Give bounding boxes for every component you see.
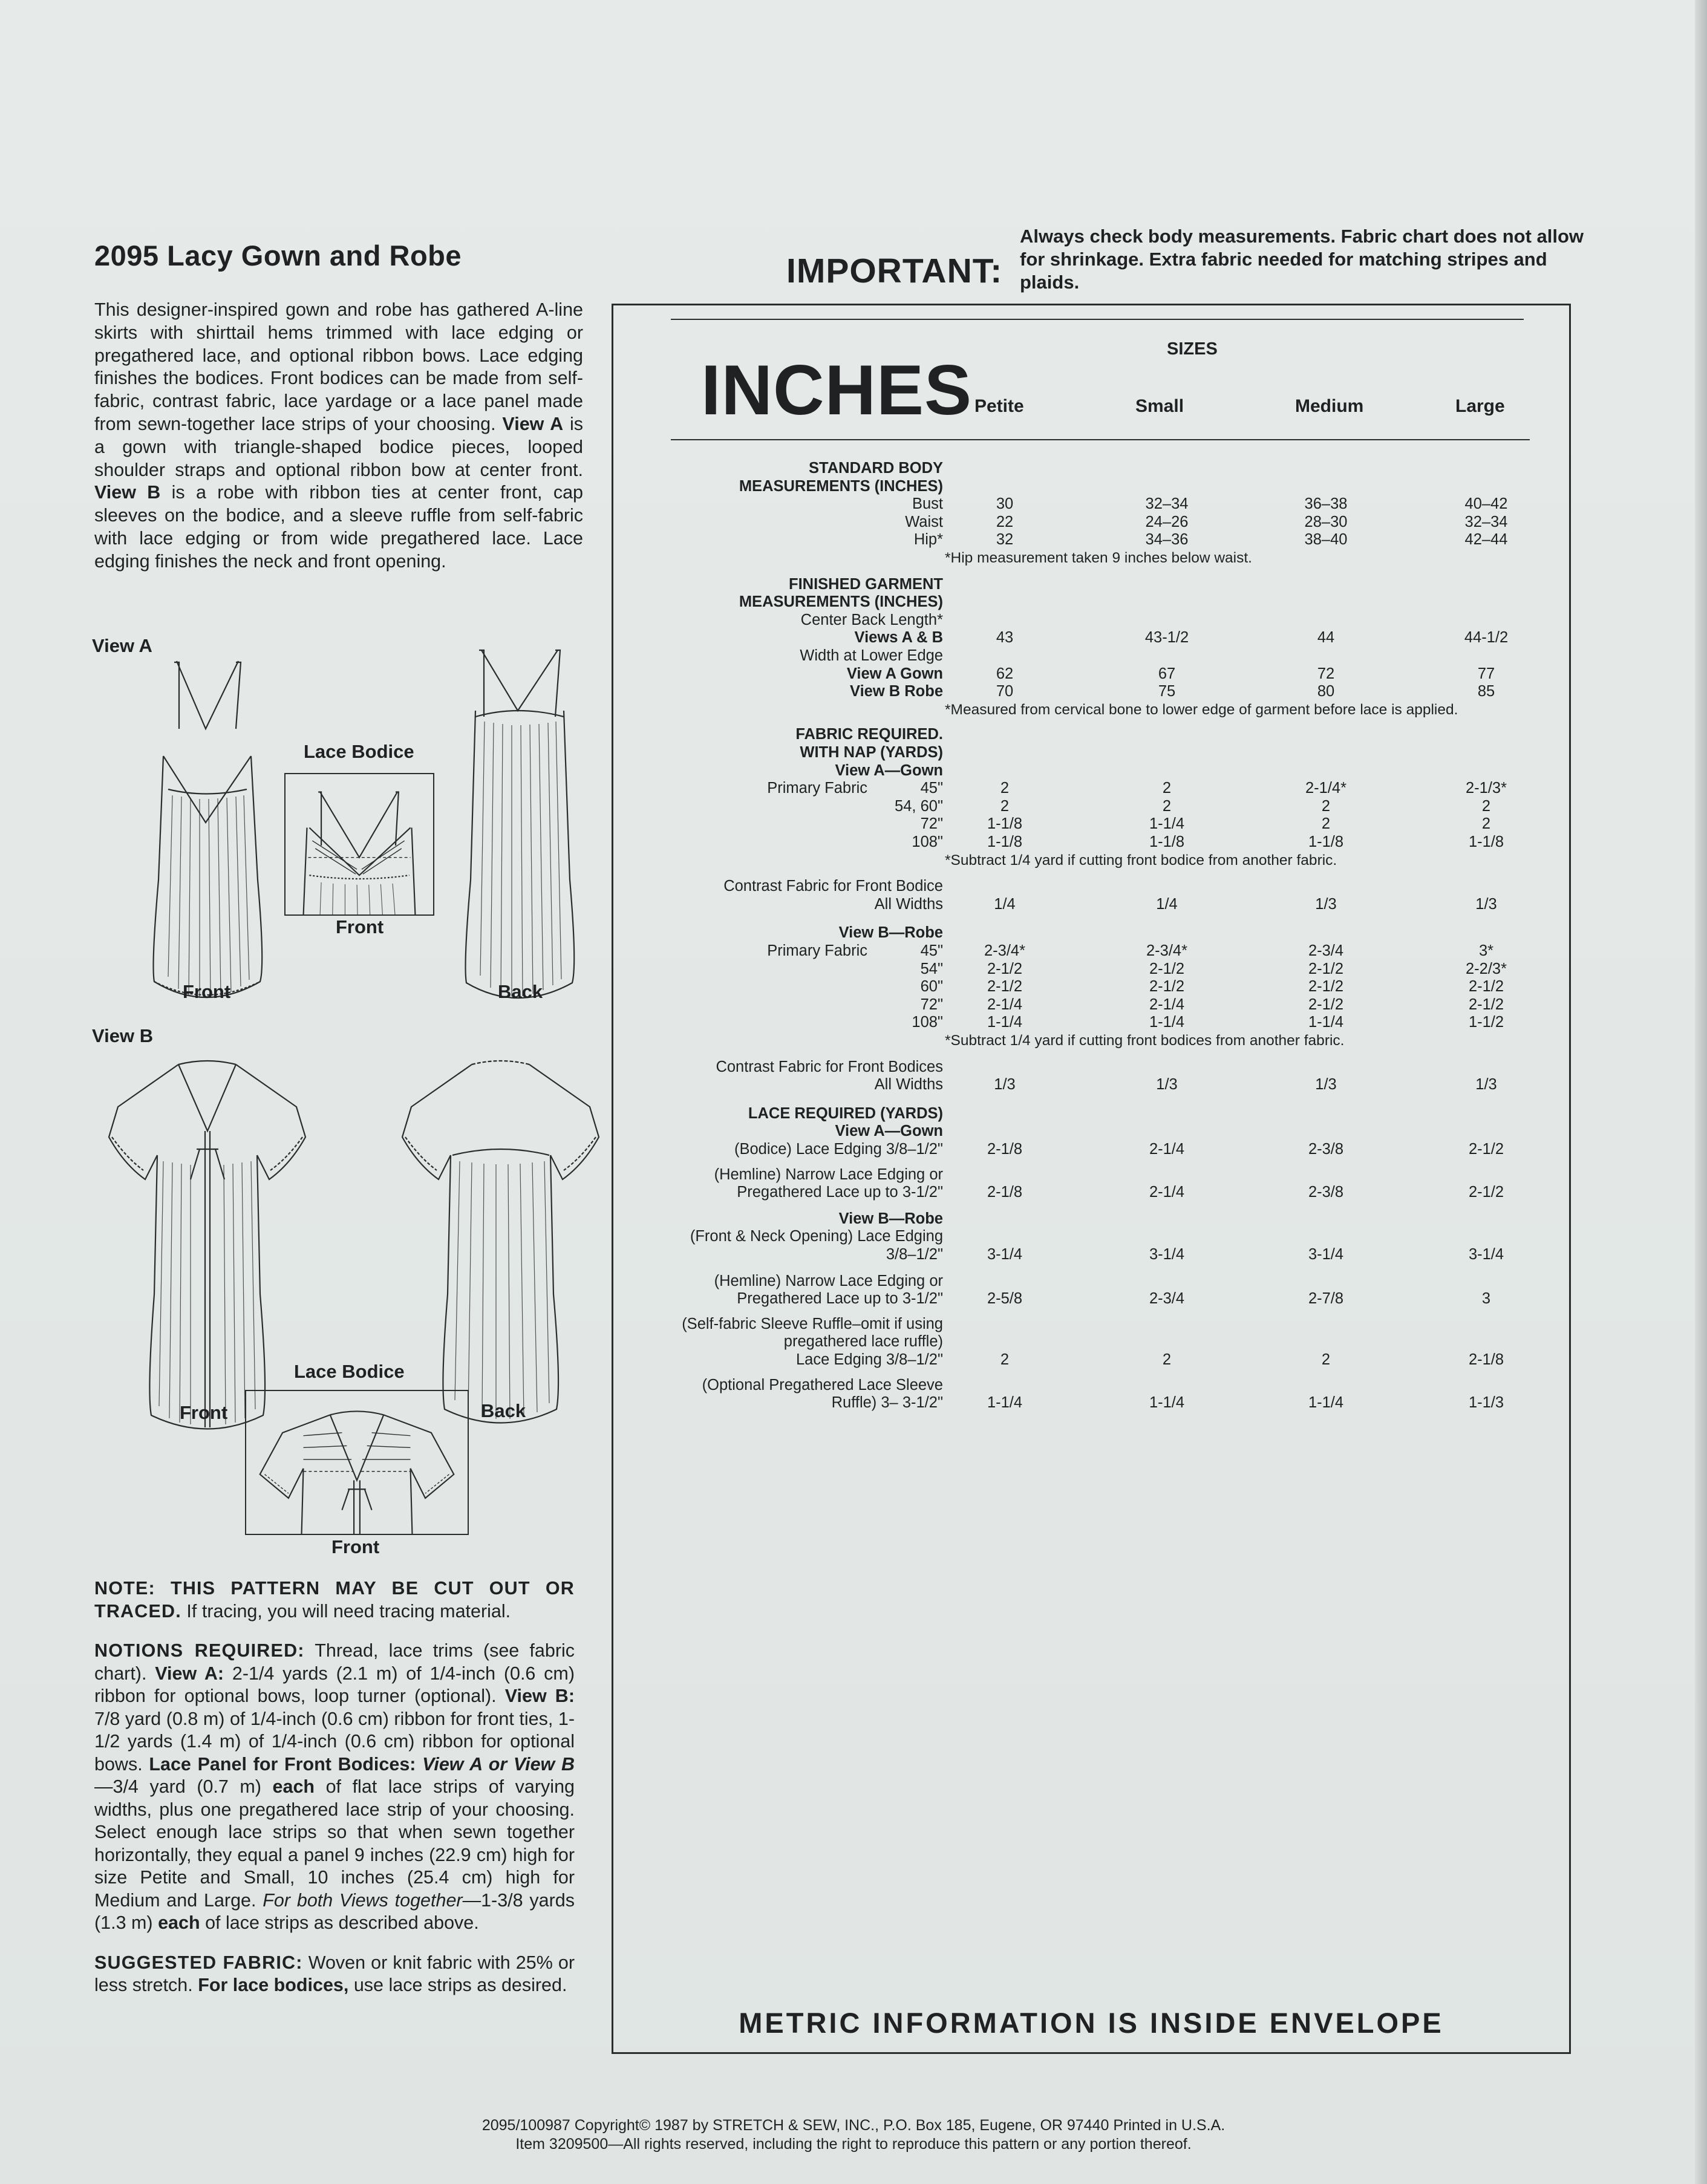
chart-cell: 2-1/2 bbox=[1468, 996, 1504, 1013]
text-run: of flat lace strips of varying widths, plus one pregathered lace strip of your choosing. Select enough lace strips so that when sewn together horizontally, they equal a panel 9 inches (22.9 cm) high for size Petite and Small, 10 inches (25.4 cm) high for Medium and Large. bbox=[94, 1776, 575, 1911]
chart-cell: 2-3/4 bbox=[1308, 942, 1344, 959]
important-text: Always check body measurements. Fabric chart does not allow for shrinkage. Extra fabric needed for matching stripes and plaids. bbox=[1020, 226, 1584, 293]
chart-cell: 1-1/2 bbox=[1468, 1014, 1504, 1031]
text-run: View A: bbox=[155, 1663, 224, 1684]
view-a-lace-bodice-front-label: Front bbox=[336, 916, 384, 937]
text-run: Thread, lace trims (see fabric chart). bbox=[94, 1640, 575, 1684]
chart-cell: 1-1/4 bbox=[1308, 1394, 1344, 1412]
chart-cell: 2-1/8 bbox=[1468, 1351, 1504, 1368]
pattern-description bbox=[94, 299, 583, 573]
chart-row-label: Primary Fabric bbox=[767, 942, 867, 959]
footer-line-2: Item 3209500—All rights reserved, including the right to reproduce this pattern or any portion thereof. bbox=[515, 2136, 1192, 2153]
chart-cell: 1-1/4 bbox=[1149, 815, 1185, 833]
fabric-width: 54" bbox=[920, 960, 943, 977]
fabric-width: 54, 60" bbox=[895, 797, 943, 815]
chart-row-label: Width at Lower Edge bbox=[800, 647, 943, 664]
chart-footnote: *Subtract 1/4 yard if cutting front bodice from another fabric. bbox=[945, 852, 1337, 869]
note-heading: NOTE: THIS PATTERN MAY BE CUT OUT OR TRACED. bbox=[94, 1578, 575, 1622]
chart-row-label: (Optional Pregathered Lace Sleeve bbox=[702, 1376, 943, 1394]
chart-cell: 72 bbox=[1317, 665, 1335, 682]
notions-paragraph bbox=[94, 1640, 575, 1935]
chart-cell: 3-1/4 bbox=[1468, 1246, 1504, 1263]
chart-row-label: View B—Robe bbox=[838, 1210, 943, 1227]
chart-cell: 30 bbox=[996, 495, 1014, 513]
view-a-back-label: Back bbox=[498, 981, 543, 1002]
chart-cell: 38–40 bbox=[1304, 531, 1348, 549]
chart-row-label: (Bodice) Lace Edging 3/8–1/2" bbox=[734, 1141, 943, 1158]
text-run: Woven or knit fabric with 25% or less stretch. bbox=[94, 1952, 575, 1995]
chart-cell: 2-2/3* bbox=[1465, 960, 1507, 977]
chart-row-label: View B—Robe bbox=[838, 924, 943, 942]
fabric-width: 60" bbox=[920, 978, 943, 996]
chart-cell: 44-1/2 bbox=[1464, 629, 1509, 647]
chart-cell: 32 bbox=[996, 531, 1014, 549]
chart-row-label: (Front & Neck Opening) Lace Edging bbox=[690, 1228, 943, 1245]
chart-cell: 77 bbox=[1477, 665, 1495, 682]
text-run: View B bbox=[94, 482, 161, 503]
important-label: IMPORTANT: bbox=[786, 252, 1003, 290]
chart-cell: 1-1/8 bbox=[987, 833, 1023, 850]
chart-cell: 3* bbox=[1478, 942, 1494, 959]
chart-footnote: *Hip measurement taken 9 inches below waist. bbox=[945, 550, 1252, 566]
chart-cell: 2-1/2 bbox=[1308, 996, 1344, 1013]
chart-cell: 1/3 bbox=[994, 1076, 1016, 1094]
text-run: of lace strips as described above. bbox=[200, 1912, 479, 1933]
view-b-lace-bodice-sketch bbox=[245, 1390, 469, 1535]
size-header-medium: Medium bbox=[1295, 396, 1364, 416]
notions-text bbox=[94, 1640, 575, 1933]
chart-cell: 44 bbox=[1317, 629, 1335, 647]
chart-cell: 80 bbox=[1317, 683, 1335, 700]
chart-cell: 85 bbox=[1477, 683, 1495, 700]
chart-cell: 36–38 bbox=[1304, 495, 1348, 513]
fabric-width: 45" bbox=[920, 780, 943, 797]
fabric-width: 108" bbox=[912, 833, 943, 850]
chart-row-label: View A—Gown bbox=[835, 1123, 943, 1140]
text-run: View A bbox=[502, 413, 564, 434]
chart-cell: 2-1/2 bbox=[987, 960, 1023, 977]
chart-row-label: Pregathered Lace up to 3-1/2" bbox=[737, 1290, 943, 1308]
metric-note: METRIC INFORMATION IS INSIDE ENVELOPE bbox=[739, 2007, 1444, 2039]
fabric-paragraph bbox=[94, 1952, 575, 1997]
chart-cell: 24–26 bbox=[1145, 513, 1189, 530]
view-b-front-sketch bbox=[106, 1052, 308, 1439]
text-run: —1-3/8 yards (1.3 m) bbox=[94, 1889, 575, 1933]
chart-row-label: All Widths bbox=[874, 895, 943, 913]
chart-cell: 1/3 bbox=[1475, 895, 1497, 913]
text-run: is a robe with ribbon ties at center front, cap sleeves on the bodice, and a sleeve ruffle from self-fabric with lace edging or from wide pregathered lace. Lace edging finishes the neck and front opening. bbox=[94, 482, 583, 572]
view-b-front-label: Front bbox=[180, 1402, 228, 1423]
chart-cell: 32–34 bbox=[1464, 513, 1508, 530]
chart-cell: 3-1/4 bbox=[1308, 1246, 1344, 1263]
chart-cell: 22 bbox=[996, 513, 1014, 530]
size-header-large: Large bbox=[1455, 396, 1505, 416]
chart-row-label: LACE REQUIRED (YARDS) bbox=[748, 1104, 943, 1122]
fabric-width: 72" bbox=[920, 996, 943, 1013]
chart-row-label: STANDARD BODY bbox=[809, 460, 943, 477]
chart-cell: 2-3/8 bbox=[1308, 1141, 1344, 1158]
chart-row-label: pregathered lace ruffle) bbox=[783, 1333, 943, 1351]
chart-cell: 1/4 bbox=[1156, 895, 1178, 913]
chart-row-label: 3/8–1/2" bbox=[886, 1246, 943, 1263]
copyright-footer bbox=[0, 2116, 1707, 2154]
chart-cell: 43 bbox=[996, 629, 1014, 647]
chart-row-label: Pregathered Lace up to 3-1/2" bbox=[737, 1184, 943, 1201]
chart-row-label: All Widths bbox=[874, 1076, 943, 1094]
chart-row-label: Contrast Fabric for Front Bodice bbox=[723, 878, 943, 895]
view-b-label: View B bbox=[92, 1025, 154, 1046]
chart-row-label: Contrast Fabric for Front Bodices bbox=[716, 1058, 943, 1075]
chart-row-label: MEASUREMENTS (INCHES) bbox=[739, 477, 943, 495]
view-a-back-sketch bbox=[457, 644, 581, 1010]
fabric-width: 108" bbox=[912, 1014, 943, 1031]
yardage-chart bbox=[612, 304, 1571, 2054]
header-rule bbox=[671, 439, 1530, 440]
chart-cell: 2-1/2 bbox=[1468, 1184, 1504, 1201]
chart-cell: 2-1/2 bbox=[1308, 978, 1344, 996]
view-a-label: View A bbox=[92, 635, 152, 656]
text-run: This designer-inspired gown and robe has gathered A-line skirts with shirttail hems trimmed with lace edging or pregathered lace, and optional ribbon bows. Lace edging finishes the bodices. Front bodices can be made from self-fabric, contrast fabric, lace yardage or a lace panel made from sewn-together lace strips of your choosing. bbox=[94, 299, 583, 434]
suggested-fabric-heading: SUGGESTED FABRIC: bbox=[94, 1952, 303, 1973]
text-run: View A or View B bbox=[422, 1753, 575, 1775]
chart-cell: 28–30 bbox=[1304, 513, 1348, 530]
chart-cell: 3 bbox=[1481, 1290, 1491, 1308]
chart-row-label: Lace Edging 3/8–1/2" bbox=[796, 1351, 943, 1368]
chart-row-label: Ruffle) 3– 3-1/2" bbox=[831, 1394, 943, 1412]
chart-cell: 75 bbox=[1158, 683, 1176, 700]
chart-cell: 2-1/4* bbox=[1305, 780, 1347, 797]
text-run: Lace Panel for Front Bodices: bbox=[149, 1753, 423, 1775]
unit-title: INCHES bbox=[701, 350, 973, 429]
chart-cell: 2-3/4 bbox=[1149, 1290, 1185, 1308]
chart-cell: 1/3 bbox=[1156, 1076, 1178, 1094]
chart-cell: 1-1/4 bbox=[1308, 1014, 1344, 1031]
size-header-petite: Petite bbox=[974, 396, 1024, 416]
chart-cell: 2-3/8 bbox=[1308, 1184, 1344, 1201]
chart-cell: 2 bbox=[1000, 797, 1010, 815]
chart-cell: 3-1/4 bbox=[1149, 1246, 1185, 1263]
view-b-lace-bodice-label: Lace Bodice bbox=[294, 1361, 405, 1382]
chart-cell: 2-1/2 bbox=[1149, 978, 1185, 996]
chart-row-label: View A Gown bbox=[846, 665, 943, 682]
view-a-front-label: Front bbox=[183, 981, 231, 1002]
chart-row-label: MEASUREMENTS (INCHES) bbox=[739, 593, 943, 611]
chart-row-label: Waist bbox=[905, 513, 943, 530]
fabric-width: 45" bbox=[920, 942, 943, 959]
text-run: View B: bbox=[504, 1686, 575, 1706]
chart-cell: 32–34 bbox=[1145, 495, 1189, 513]
chart-cell: 1/4 bbox=[994, 895, 1016, 913]
chart-cell: 2-1/4 bbox=[1149, 996, 1185, 1013]
chart-footnote: *Measured from cervical bone to lower edge of garment before lace is applied. bbox=[945, 701, 1458, 718]
chart-row-label: Hip* bbox=[913, 531, 943, 549]
chart-row-label: WITH NAP (YARDS) bbox=[800, 744, 943, 761]
chart-cell: 2-1/4 bbox=[987, 996, 1023, 1013]
chart-cell: 2 bbox=[1000, 780, 1010, 797]
chart-cell: 40–42 bbox=[1464, 495, 1508, 513]
chart-row-label: Views A & B bbox=[854, 629, 943, 647]
chart-cell: 1-1/8 bbox=[1468, 833, 1504, 850]
pattern-title: 2095 Lacy Gown and Robe bbox=[94, 240, 462, 272]
chart-cell: 2 bbox=[1481, 815, 1491, 833]
garment-illustrations bbox=[91, 635, 611, 1573]
chart-cell: 2 bbox=[1162, 780, 1172, 797]
chart-cell: 1-1/4 bbox=[987, 1394, 1023, 1412]
view-a-lace-bodice-label: Lace Bodice bbox=[304, 741, 414, 762]
chart-footnote: *Subtract 1/4 yard if cutting front bodices from another fabric. bbox=[945, 1032, 1345, 1049]
chart-cell: 2-1/4 bbox=[1149, 1184, 1185, 1201]
chart-cell: 2-3/4* bbox=[984, 942, 1026, 959]
chart-cell: 1/3 bbox=[1315, 1076, 1337, 1094]
chart-cell: 62 bbox=[996, 665, 1014, 682]
chart-cell: 2-1/3* bbox=[1465, 780, 1507, 797]
chart-row-label: Center Back Length* bbox=[800, 611, 943, 628]
notions-heading: NOTIONS REQUIRED: bbox=[94, 1640, 305, 1661]
text-run: 2-1/4 yards (2.1 m) of 1/4-inch (0.6 cm) ribbon for optional bows, loop turner (optional). bbox=[94, 1663, 575, 1706]
chart-cell: 1-1/4 bbox=[1149, 1014, 1185, 1031]
chart-row-label: Bust bbox=[912, 495, 943, 513]
text-run: For lace bodices, bbox=[198, 1975, 349, 1995]
chart-cell: 2-1/2 bbox=[1149, 960, 1185, 977]
fabric-width: 72" bbox=[920, 815, 943, 833]
text-run: each bbox=[272, 1776, 315, 1797]
view-b-back-sketch bbox=[399, 1052, 602, 1433]
chart-row-label: (Hemline) Narrow Lace Edging or bbox=[714, 1165, 943, 1183]
text-run: 7/8 yard (0.8 m) of 1/4-inch (0.6 cm) ribbon for front ties, 1-1/2 yards (1.4 m) of 1/4-inch (0.6 cm) ribbon for optional bows. bbox=[94, 1708, 575, 1775]
chart-cell: 1-1/4 bbox=[987, 1014, 1023, 1031]
chart-row-label: (Hemline) Narrow Lace Edging or bbox=[714, 1272, 943, 1289]
chart-cell: 67 bbox=[1158, 665, 1176, 682]
chart-row-label: Primary Fabric bbox=[767, 780, 867, 797]
chart-cell: 1-1/8 bbox=[1149, 833, 1185, 850]
chart-cell: 2 bbox=[1481, 797, 1491, 815]
chart-cell: 3-1/4 bbox=[987, 1246, 1023, 1263]
top-rule bbox=[671, 319, 1524, 320]
chart-cell: 2-1/2 bbox=[987, 978, 1023, 996]
note-paragraph bbox=[94, 1577, 575, 1623]
pattern-notes bbox=[94, 1577, 575, 2014]
view-b-lace-bodice-front-label: Front bbox=[331, 1536, 380, 1557]
chart-cell: 2-7/8 bbox=[1308, 1290, 1344, 1308]
chart-cell: 1-1/3 bbox=[1468, 1394, 1504, 1412]
text-run: For both Views together bbox=[263, 1889, 463, 1911]
chart-cell: 1-1/4 bbox=[1149, 1394, 1185, 1412]
chart-cell: 2-1/2 bbox=[1308, 960, 1344, 977]
chart-cell: 2 bbox=[1162, 1351, 1172, 1368]
chart-cell: 2-1/2 bbox=[1468, 978, 1504, 996]
chart-cell: 2-5/8 bbox=[987, 1290, 1023, 1308]
chart-cell: 1-1/8 bbox=[1308, 833, 1344, 850]
chart-cell: 2 bbox=[1321, 797, 1331, 815]
chart-cell: 2 bbox=[1321, 1351, 1331, 1368]
view-a-lace-bodice-sketch bbox=[284, 773, 434, 916]
text-run: use lace strips as desired. bbox=[348, 1975, 567, 1995]
chart-cell: 1/3 bbox=[1475, 1076, 1497, 1094]
view-a-front-sketch bbox=[145, 650, 269, 1010]
sizes-label: SIZES bbox=[1167, 339, 1218, 359]
chart-cell: 2-3/4* bbox=[1146, 942, 1188, 959]
chart-cell: 43-1/2 bbox=[1144, 629, 1189, 647]
chart-cell: 42–44 bbox=[1464, 531, 1508, 549]
note-text: If tracing, you will need tracing material. bbox=[181, 1600, 511, 1622]
chart-cell: 1/3 bbox=[1315, 895, 1337, 913]
chart-row-label: FABRIC REQUIRED. bbox=[795, 726, 943, 743]
chart-cell: 2-1/2 bbox=[1468, 1141, 1504, 1158]
chart-cell: 2-1/8 bbox=[987, 1184, 1023, 1201]
view-b-back-label: Back bbox=[481, 1400, 526, 1421]
chart-row-label: (Self-fabric Sleeve Ruffle–omit if using bbox=[682, 1315, 943, 1332]
text-run: is a gown with triangle-shaped bodice pieces, looped shoulder straps and optional ribbon bow at center front. bbox=[94, 413, 584, 480]
chart-cell: 2 bbox=[1000, 1351, 1010, 1368]
chart-row-label: View B Robe bbox=[850, 683, 943, 700]
envelope-edge bbox=[1695, 0, 1707, 2184]
chart-cell: 2-1/8 bbox=[987, 1141, 1023, 1158]
chart-cell: 1-1/8 bbox=[987, 815, 1023, 833]
chart-row-label: View A—Gown bbox=[835, 761, 943, 779]
chart-cell: 70 bbox=[996, 683, 1014, 700]
chart-cell: 2-1/4 bbox=[1149, 1141, 1185, 1158]
chart-cell: 34–36 bbox=[1145, 531, 1189, 549]
chart-cell: 2 bbox=[1321, 815, 1331, 833]
footer-line-1: 2095/100987 Copyright© 1987 by STRETCH & SEW, INC., P.O. Box 185, Eugene, OR 97440 Printed in U.S.A. bbox=[481, 2117, 1226, 2134]
text-run: each bbox=[158, 1912, 200, 1933]
description-column bbox=[94, 239, 583, 573]
text-run: —3/4 yard (0.7 m) bbox=[94, 1776, 273, 1797]
chart-cell: 2 bbox=[1162, 797, 1172, 815]
size-header-small: Small bbox=[1135, 396, 1184, 416]
chart-row-label: FINISHED GARMENT bbox=[789, 575, 943, 593]
